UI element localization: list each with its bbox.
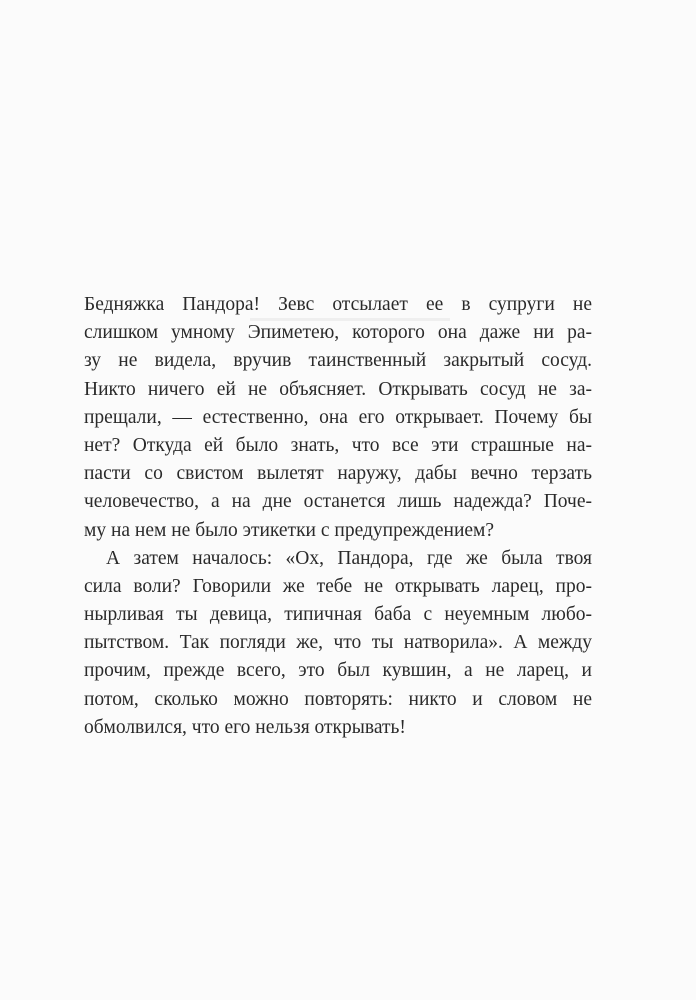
text-line: человечество, а на дне останется лишь надежда? Поче- bbox=[84, 491, 592, 513]
paragraph-1 bbox=[84, 291, 592, 545]
text-line: Бедняжка Пандора! Зевс отсылает ее в супруги не bbox=[84, 294, 592, 315]
text-line: Никто ничего ей не объясняет. Открывать сосуд не за- bbox=[84, 378, 592, 400]
text-line: пытством. Так погляди же, что ты натворила». А между bbox=[84, 632, 592, 654]
text-line: сила воли? Говорили же тебе не открывать ларец, про- bbox=[84, 575, 592, 597]
text-line: прещали, — естественно, она его открывает. Почему бы bbox=[84, 406, 592, 428]
paragraph-2 bbox=[84, 545, 592, 742]
text-line: слишком умному Эпиметею, которого она даже ни ра- bbox=[84, 322, 592, 344]
text-line: пасти со свистом вылетят наружу, дабы вечно терзать bbox=[84, 463, 592, 485]
text-line: нырливая ты девица, типичная баба с неуемным любо- bbox=[84, 604, 592, 626]
text-line: потом, сколько можно повторять: никто и словом не bbox=[84, 688, 592, 710]
text-line: прочим, прежде всего, это был кувшин, а не ларец, и bbox=[84, 660, 592, 682]
text-line: А затем началось: «Ох, Пандора, где же была твоя bbox=[106, 547, 592, 569]
text-line: зу не видела, вручив таинственный закрытый сосуд. bbox=[84, 350, 592, 372]
text-line: му на нем не было этикетки с предупреждением? bbox=[84, 519, 495, 541]
body-text bbox=[84, 291, 592, 742]
text-line: нет? Откуда ей было знать, что все эти страшные на- bbox=[84, 434, 592, 456]
text-line: обмолвился, что его нельзя открывать! bbox=[84, 716, 406, 738]
